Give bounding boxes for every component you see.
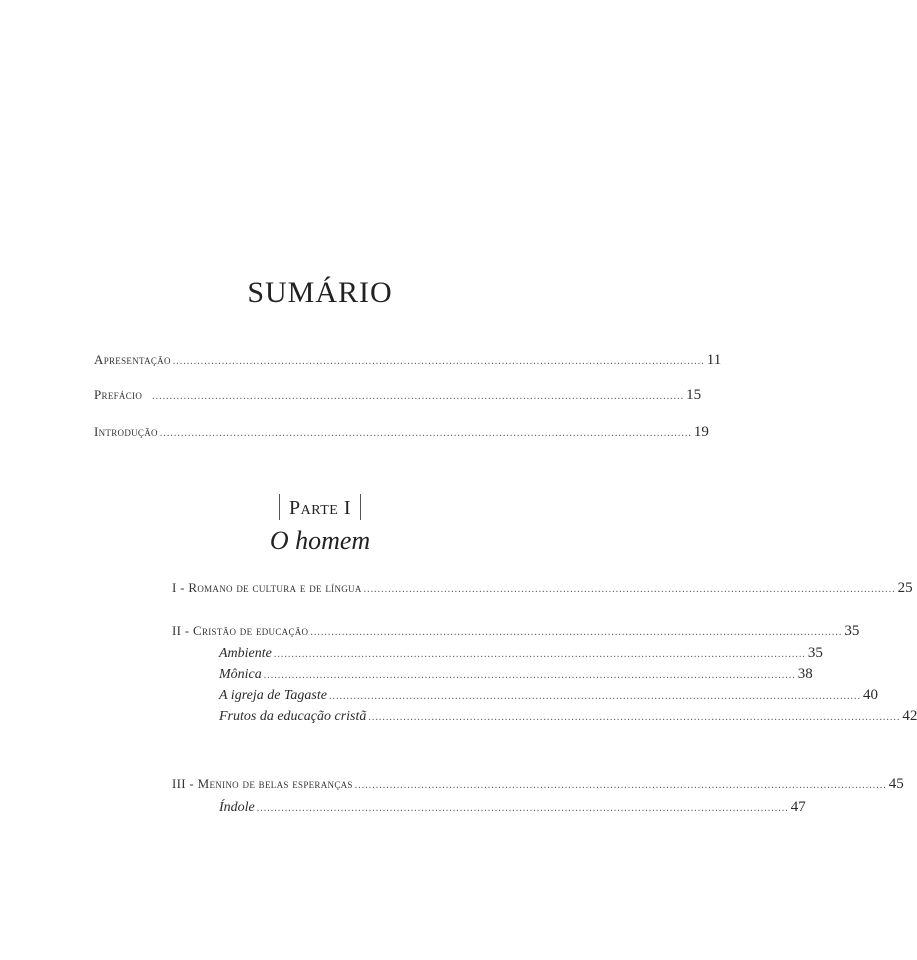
toc-entry-label: I - Romano de cultura e de língua <box>172 580 362 595</box>
toc-entry-page: 25 <box>897 580 913 596</box>
toc-entry-page: 40 <box>863 687 878 703</box>
toc-chapter-1[interactable] <box>172 580 913 597</box>
page-title: SUMÁRIO <box>247 276 393 309</box>
dot-leader: ........................................................................................................................................................ <box>354 780 887 791</box>
part-header <box>0 494 640 520</box>
toc-entry-label: II - Cristão de educação <box>172 623 309 638</box>
toc-entry-label: A igreja de Tagaste <box>219 688 327 703</box>
toc-section-ambiente[interactable] <box>219 645 823 662</box>
dot-leader: ........................................................................................................................................................ <box>263 670 796 681</box>
part-bar-left <box>279 494 280 520</box>
toc-section-igreja[interactable] <box>219 687 878 704</box>
toc-entry-page: 11 <box>706 352 722 368</box>
toc-entry-label: Índole <box>219 800 255 815</box>
toc-entry-label: Prefácio <box>94 387 143 402</box>
dot-leader: ........................................................................................................................................................ <box>368 712 901 723</box>
toc-section-indole[interactable] <box>219 799 806 816</box>
part-label: Parte I <box>289 497 351 519</box>
dot-leader: ........................................................................................................................................................ <box>329 691 861 702</box>
dot-leader: ........................................................................................................................................................ <box>159 428 692 439</box>
part-subtitle: O homem <box>269 526 371 555</box>
dot-leader: ........................................................................................................................................................ <box>172 356 705 367</box>
dot-leader: ........................................................................................................................................................ <box>152 391 685 402</box>
toc-entry-page: 35 <box>807 645 823 661</box>
toc-entry-page: 47 <box>790 799 806 815</box>
toc-entry-label: III - Menino de belas esperanças <box>172 776 353 791</box>
toc-entry-apresentacao[interactable] <box>94 352 722 369</box>
dot-leader: ........................................................................................................................................................ <box>256 803 789 814</box>
toc-entry-label: Introdução <box>94 424 158 439</box>
toc-entry-page: 45 <box>888 776 904 792</box>
toc-entry-label: Mônica <box>219 667 262 682</box>
toc-chapter-3[interactable] <box>172 776 904 793</box>
toc-chapter-2[interactable] <box>172 623 860 640</box>
dot-leader: ........................................................................................................................................................ <box>310 627 843 638</box>
dot-leader: ........................................................................................................................................................ <box>273 649 806 660</box>
toc-entry-page: 38 <box>797 666 813 682</box>
toc-entry-prefacio[interactable] <box>94 387 702 404</box>
toc-entry-label: Apresentação <box>94 352 171 367</box>
toc-entry-introducao[interactable] <box>94 424 709 441</box>
toc-entry-page: 19 <box>693 424 709 440</box>
toc-entry-page: 35 <box>844 623 860 639</box>
toc-entry-page: 42 <box>902 708 917 724</box>
toc-section-frutos[interactable] <box>219 708 917 725</box>
toc-entry-label: Ambiente <box>219 646 272 661</box>
toc-section-monica[interactable] <box>219 666 813 683</box>
dot-leader: ........................................................................................................................................................ <box>363 584 896 595</box>
toc-entry-label: Frutos da educação cristã <box>219 709 367 724</box>
toc-entry-page: 15 <box>686 387 702 403</box>
part-bar-right <box>360 494 361 520</box>
